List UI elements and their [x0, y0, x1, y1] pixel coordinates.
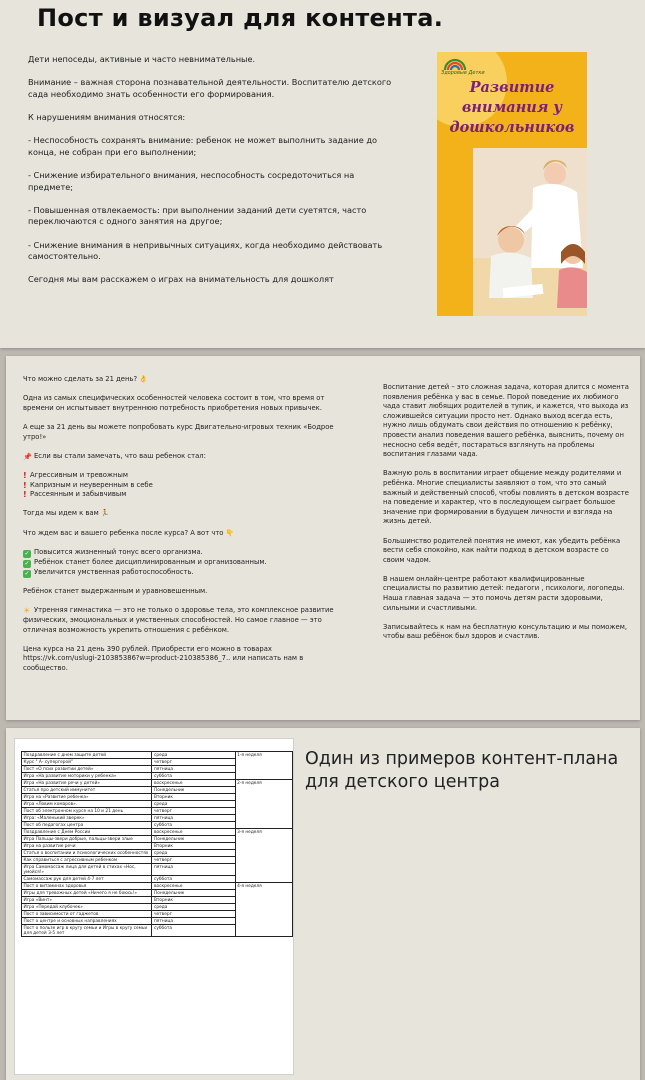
- plan-topic-cell: Игры для тревожных детей «Ничего я не боюсь!»: [22, 890, 152, 897]
- table-row: [22, 780, 293, 787]
- plan-topic-cell: Самомассаж рук для детей 4-7 лет: [22, 876, 152, 883]
- plan-topic-cell: Игра Самомассаж лица для детей в стихах «Нос, умойся!»: [22, 864, 152, 876]
- cover-logo-text: Здоровые Детки: [441, 70, 485, 76]
- plan-topic-cell: Статья про детский иммунитет: [22, 787, 152, 794]
- plan-topic-cell: Пост об педагогах центра: [22, 822, 152, 829]
- post-paragraph: Сегодня мы вам расскажем о играх на внимательность для дошколят: [28, 274, 334, 285]
- post-paragraph: Одна из самых специфических особенностей человека состоит в том, что время от времени он испытывает внутреннюю потребность приобретения новых привычек.: [23, 394, 325, 412]
- post-paragraph: Тогда мы идем к вам 🏃: [23, 509, 110, 518]
- plan-topic-cell: Игра «На развитие речи у детей»: [22, 780, 152, 787]
- plan-day-cell: среда: [152, 801, 235, 808]
- exclamation-icon: [23, 472, 27, 480]
- post-paragraph: - Снижение внимания в непривычных ситуациях, когда необходимо действовать самостоятельно.: [28, 239, 383, 262]
- plan-day-cell: суббота: [152, 822, 235, 829]
- post-paragraph: А еще за 21 день вы можете попробовать курс Двигательно-игровых техник «Бодрое утро!»: [23, 422, 334, 441]
- plan-day-cell: пятница: [152, 815, 235, 822]
- plan-day-cell: пятница: [152, 918, 235, 925]
- plan-day-cell: суббота: [152, 876, 235, 883]
- post-paragraph: - Повышенная отвлекаемость: при выполнении заданий дети суетятся, часто переключаются с одного занятия на другое;: [28, 204, 367, 227]
- cover-title: [437, 78, 587, 138]
- teacher-children-photo: [473, 148, 587, 316]
- checkmark-icon: ✓: [24, 559, 30, 567]
- exclamation-icon: [23, 491, 27, 499]
- course-post: [23, 375, 343, 674]
- plan-topic-cell: Курс " А- супергерой": [22, 759, 152, 766]
- plan-day-cell: воскресенье: [152, 780, 235, 787]
- slide3-title: Один из примеров контент-плана для детского центра: [305, 749, 619, 792]
- plan-topic-cell: Игра «Винт»: [22, 897, 152, 904]
- plan-topic-cell: Пост о пользе игр в кругу семьи и Игры в кругу семьи для детей 3-5 лет: [22, 925, 152, 937]
- list-item-text: Повысится жизненный тонус всего организма.: [34, 547, 203, 556]
- exclamation-icon: [23, 482, 27, 490]
- plan-day-cell: среда: [152, 752, 235, 759]
- plan-day-cell: воскресенье: [152, 883, 235, 890]
- content-plan-table: [21, 751, 293, 937]
- slide1-title: Пост и визуал для контента.: [37, 4, 444, 32]
- post-text: Утренняя гимнастика — это не только о здоровье тела, это комплексное развитие физических, эмоциональных и умственных способностей. Но самое главное — это отличная возможность укрепить отношения с ребёнком.: [23, 606, 334, 634]
- post-intro: Что можно сделать за 21 день? 👌: [23, 375, 148, 383]
- plan-day-cell: Понедельник: [152, 787, 235, 794]
- post-paragraph: [23, 606, 343, 635]
- plan-topic-cell: Статья о воспитании и психологических особенностях: [22, 850, 152, 857]
- plan-day-cell: Понедельник: [152, 890, 235, 897]
- cover-title-line: Развитие: [469, 79, 555, 96]
- slide-post-visual: [0, 0, 645, 348]
- plan-week-cell: 3-я неделя: [235, 829, 292, 883]
- plan-topic-cell: Игра: «Маленький зверек»: [22, 815, 152, 822]
- post-paragraph: [23, 452, 343, 462]
- plan-topic-cell: Игра «Передай клубочек»: [22, 904, 152, 911]
- plan-day-cell: пятница: [152, 766, 235, 773]
- post-text: Если вы стали замечать, что ваш ребенок стал:: [34, 451, 206, 460]
- list-item-text: Агрессивным и тревожным: [30, 470, 128, 479]
- post-paragraph: - Неспособность сохранять внимание: ребенок не может выполнить задание до конца, не собран при его выполнении;: [28, 135, 378, 157]
- list-item: [23, 548, 343, 558]
- plan-topic-cell: Как справиться с агрессивным ребенком: [22, 857, 152, 864]
- post-price-paragraph: Цена курса на 21 день 390 рублей. Приобрести его можно в товарах https://vk.com/uslugi-210385386?w=product-210385386_7.. или написать нам в сообщество.: [23, 644, 304, 673]
- plan-day-cell: воскресенье: [152, 829, 235, 836]
- plan-topic-cell: Игра «Ловим комаров».: [22, 801, 152, 808]
- post-paragraph: Большинство родителей понятия не имеют, как убедить ребёнка вести себя спокойно, как найти подход в детском возрасте со своим чадом.: [383, 536, 621, 564]
- sun-icon: ☀: [23, 606, 31, 616]
- list-item: [23, 558, 343, 568]
- plan-topic-cell: Пост о витаминах здоровья: [22, 883, 152, 890]
- plan-topic-cell: Игра на «Развитие ребенка»: [22, 794, 152, 801]
- checkmark-icon: ✓: [24, 569, 30, 577]
- table-row: [22, 752, 293, 759]
- plan-day-cell: среда: [152, 850, 235, 857]
- list-item-text: Капризным и неуверенным в себе: [30, 480, 153, 489]
- upbringing-post: [383, 383, 631, 642]
- content-plan-document: [14, 738, 294, 1075]
- list-item: [23, 568, 343, 578]
- plan-topic-cell: Игра на развитие речи: [22, 843, 152, 850]
- plan-day-cell: суббота: [152, 773, 235, 780]
- post-paragraph: Дети непоседы, активные и часто невнимательные.: [28, 54, 256, 64]
- good-results-list: [23, 548, 343, 578]
- post-paragraph: Важную роль в воспитании играет общение между родителями и ребёнка. Многие специалисты заявляют о том, что это самый важный и действенный способ, чтобы повлиять в детском возрасте на поведение и характер, что в последующем сыграет большое значение при формировании в будущем личности и взгляда на жизнь детей.: [383, 469, 629, 526]
- post-paragraph: Ребёнок станет выдержанным и уравновешенным.: [23, 587, 208, 596]
- post-paragraph: К нарушениям внимания относятся:: [28, 111, 186, 122]
- plan-day-cell: Вторник: [152, 897, 235, 904]
- pushpin-icon: 📌: [23, 452, 32, 461]
- post-paragraph: Записывайтесь к нам на бесплатную консультацию и мы поможем, чтобы ваш ребёнок был здоров и счастлив.: [383, 622, 628, 641]
- plan-topic-cell: Пост об электронном курсе на 10 и 21 день: [22, 808, 152, 815]
- checkmark-icon: ✓: [24, 549, 30, 557]
- plan-week-cell: 2-я неделя: [235, 780, 292, 829]
- slide-content-plan: [6, 728, 640, 1080]
- table-row: [22, 829, 293, 836]
- plan-day-cell: Вторник: [152, 843, 235, 850]
- post-text: Наша главная задача — это помочь детям расти здоровыми, сильными и счастливыми.: [383, 594, 603, 612]
- plan-day-cell: четверг: [152, 808, 235, 815]
- plan-topic-cell: Игра «На развитие моторики у ребенка»: [22, 773, 152, 780]
- plan-day-cell: Вторник: [152, 794, 235, 801]
- plan-day-cell: пятница: [152, 864, 235, 876]
- list-item: [23, 471, 343, 481]
- list-item-text: Ребёнок станет более дисциплинированным и организованным.: [34, 557, 267, 566]
- slide1-post-text: [28, 54, 396, 286]
- bad-signs-list: [23, 471, 343, 500]
- plan-topic-cell: Пост о центре и основных направлениях: [22, 918, 152, 925]
- post-text: В нашем онлайн-центре работают квалифицированные специалисты по развитию детей: педагоги , психологи, логопеды.: [383, 574, 625, 593]
- plan-topic-cell: Поздравление с Днем России: [22, 829, 152, 836]
- cover-image: [437, 52, 587, 316]
- table-row: [22, 883, 293, 890]
- plan-week-cell: 4-я неделя: [235, 883, 292, 937]
- cover-title-line: внимания у: [461, 99, 563, 116]
- post-paragraph: Воспитание детей – это сложная задача, которая длится с момента появления ребёнка у вас в семье. Порой поведение их любимого чада ставит любящих родителей в тупик, и кажется, что выхода из сложившейся ситуации просто нет. Однако выход всегда есть, нужно лишь обдумать свои действия по отношению к ребёнку, провести анализ поведения вашего ребёнка, выяснить, почему он несносно себя ведёт, постараться взглянуть на проблемы воспитания глазами чада.: [383, 383, 629, 459]
- post-paragraph: [383, 575, 631, 613]
- rainbow-logo-icon: [443, 58, 467, 70]
- plan-day-cell: четверг: [152, 857, 235, 864]
- list-item-text: Увеличится умственная работоспособность.: [34, 567, 194, 576]
- post-paragraph: Что ждем вас и вашего ребенка после курса? А вот что 👇: [23, 528, 235, 537]
- cover-title-line: дошкольников: [449, 119, 575, 136]
- plan-topic-cell: Игра Пальцы-звери добрые, пальцы-звери злые: [22, 836, 152, 843]
- plan-day-cell: Понедельник: [152, 836, 235, 843]
- plan-day-cell: суббота: [152, 925, 235, 937]
- plan-topic-cell: Пост о зависимости от гаджетов: [22, 911, 152, 918]
- plan-day-cell: четверг: [152, 911, 235, 918]
- list-item: [23, 481, 343, 491]
- list-item-text: Рассеянным и забывчивым: [30, 490, 127, 499]
- plan-topic-cell: Пост «О псих развитии детей»: [22, 766, 152, 773]
- plan-day-cell: четверг: [152, 759, 235, 766]
- plan-week-cell: 1-я неделя: [235, 752, 292, 780]
- list-item: [23, 490, 343, 500]
- post-paragraph: Внимание – важная сторона познавательной деятельности. Воспитателю детского сада необходимо знать особенности его формирования.: [28, 77, 392, 99]
- slide-post-text-examples: [6, 356, 640, 720]
- plan-topic-cell: Поздравление с днем защите детей: [22, 752, 152, 759]
- plan-day-cell: среда: [152, 904, 235, 911]
- post-paragraph: - Снижение избирательного внимания, неспособность сосредоточиться на предмете;: [28, 169, 355, 192]
